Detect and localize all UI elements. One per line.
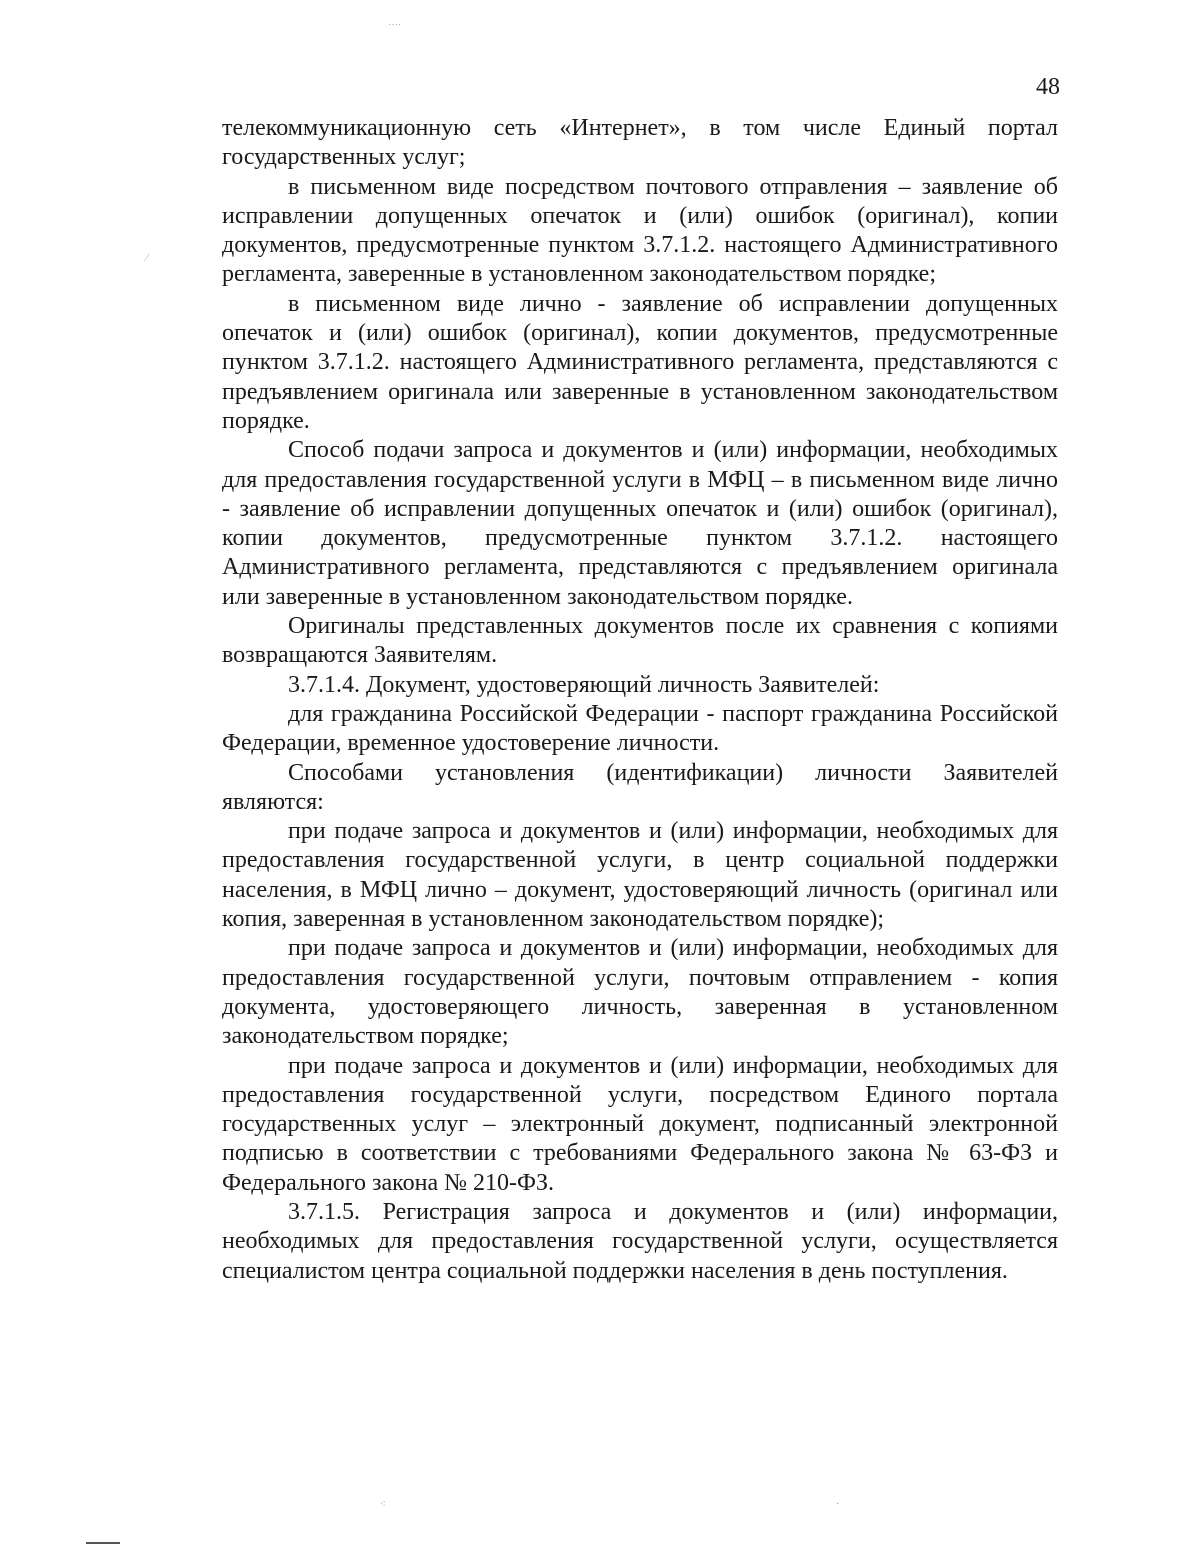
paragraph: телекоммуникационную сеть «Интернет», в том числе Единый портал государственных услуг; xyxy=(222,115,1058,171)
paragraph: при подаче запроса и документов и (или) информации, необходимых для предоставления государственной услуги, посредством Единого портала государственных услуг – электронный документ, подписанный электронной подписью в соответствии с требованиями Федерального закона № 63-ФЗ и Федерального закона № 210-ФЗ. xyxy=(222,1052,1058,1196)
paragraph: при подаче запроса и документов и (или) информации, необходимых для предоставления государственной услуги, почтовым отправлением - копия документа, удостоверяющего личность, заверенная в установленном законодательством порядке; xyxy=(222,935,1058,1050)
document-body xyxy=(222,114,1058,1286)
paragraph: Способами установления (идентификации) личности Заявителей являются: xyxy=(222,759,1058,815)
paragraph: Способ подачи запроса и документов и (или) информации, необходимых для предоставления государственной услуги в МФЦ – в письменном виде лично - заявление об исправлении допущенных опечаток и (или) ошибок (оригинал), копии документов, предусмотренные пунктом 3.7.1.2. настоящего Административного регламента, представляются с предъявлением оригинала или заверенные в установленном законодательством порядке. xyxy=(222,437,1058,610)
page-number: 48 xyxy=(1036,74,1060,100)
scan-artifact: ˙˙˙˙ xyxy=(388,23,402,34)
paragraph: Оригиналы представленных документов после их сравнения с копиями возвращаются Заявителям. xyxy=(222,613,1058,669)
scan-artifact: · xyxy=(836,1499,840,1510)
paragraph: 3.7.1.4. Документ, удостоверяющий личность Заявителей: xyxy=(288,671,880,698)
paragraph: в письменном виде посредством почтового отправления – заявление об исправлении допущенных опечаток и (или) ошибок (оригинал), копии документов, предусмотренные пунктом 3.7.1.2. настоящего Административного регламента, заверенные в установленном законодательством порядке; xyxy=(222,173,1058,288)
paragraph: 3.7.1.5. Регистрация запроса и документов и (или) информации, необходимых для предоставления государственной услуги, осуществляется специалистом центра социальной поддержки населения в день поступления. xyxy=(222,1198,1058,1284)
scan-artifact: ⁄ xyxy=(146,253,148,264)
paragraph: для гражданина Российской Федерации - паспорт гражданина Российской Федерации, временное удостоверение личности. xyxy=(222,700,1058,757)
scan-artifact: ⁖ xyxy=(380,1499,386,1510)
paragraph: при подаче запроса и документов и (или) информации, необходимых для предоставления государственной услуги, в центр социальной поддержки населения, в МФЦ лично – документ, удостоверяющий личность (оригинал или копия, заверенная в установленном законодательством порядке); xyxy=(222,818,1058,933)
scan-edge-mark xyxy=(86,1542,120,1544)
paragraph: в письменном виде лично - заявление об исправлении допущенных опечаток и (или) ошибок (оригинал), копии документов, предусмотренные пунктом 3.7.1.2. настоящего Административного регламента, представляются с предъявлением оригинала или заверенные в установленном законодательством порядке. xyxy=(222,290,1058,434)
